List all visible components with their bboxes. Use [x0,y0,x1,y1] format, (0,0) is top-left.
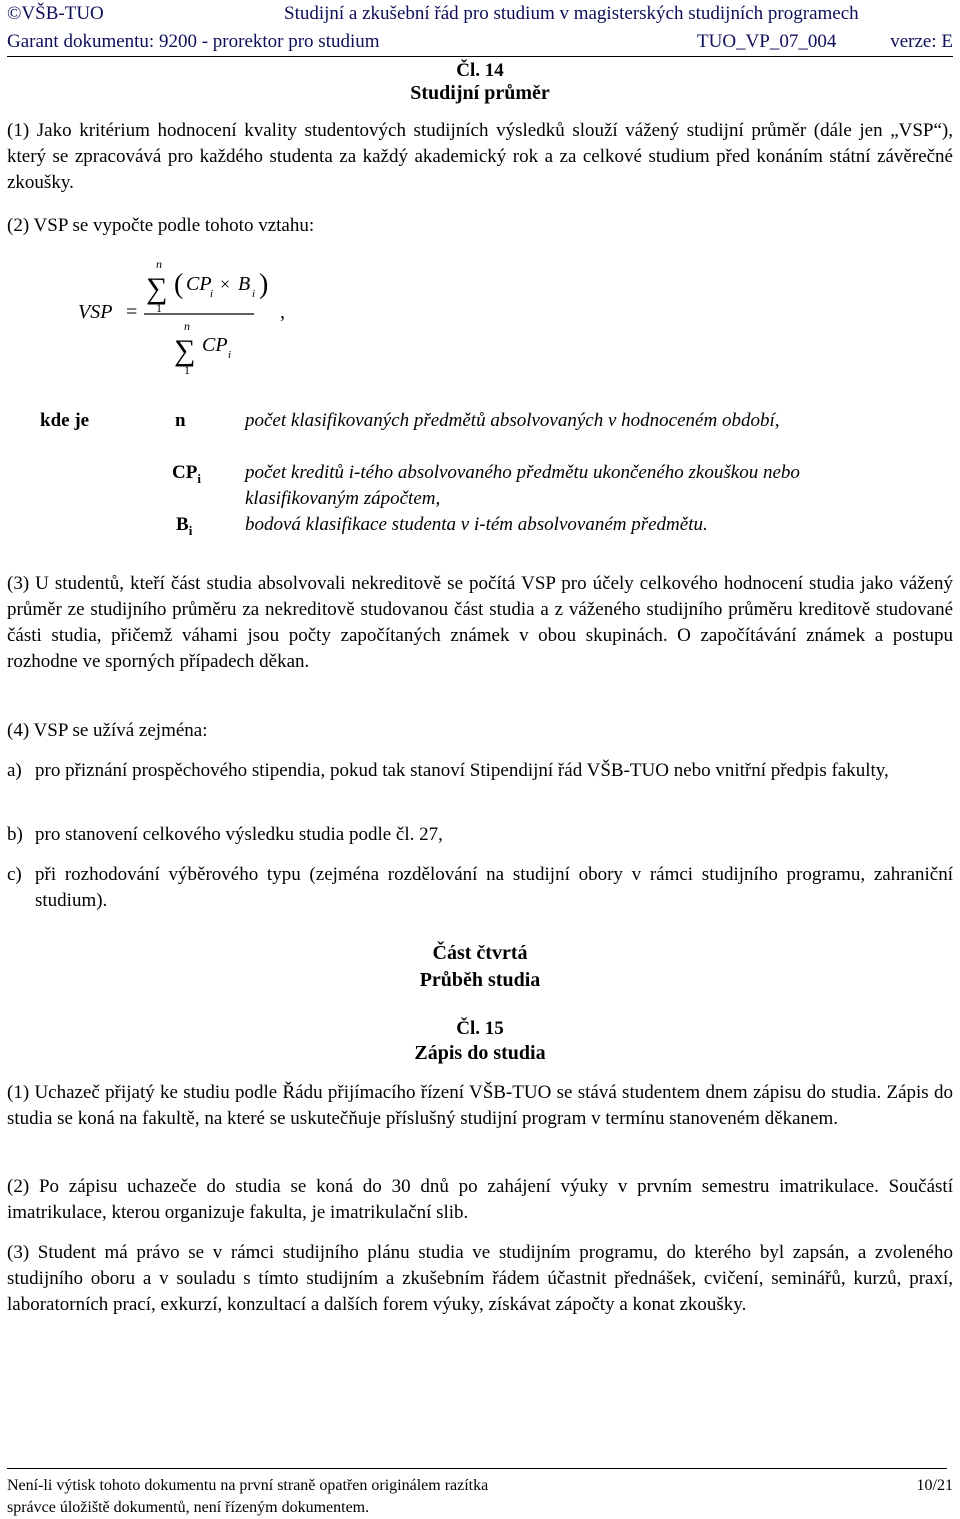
numer-b-sub: i [252,288,256,300]
def-symbol-cp: $CP_i$ [172,462,201,486]
article-15-paragraph-3: (3) Student má právo se v rámci studijního plánu studia ve studijním programu, do kterého byl zapsán, a zvoleného studijního oboru a v souladu s tímto studijním a zkušebním řádem účastnit přednášek, cvičení, seminářů, kurzů, praxí, laboratorních prací, exkurzí, konzultací a dalších forem výuky, získávat zápočty a konat zkoušky. [7,1242,953,1315]
header-guarantor: Garant dokumentu: 9200 - prorektor pro studium [7,31,380,52]
list-item-label: a) [7,760,22,781]
header-rule [7,56,953,57]
article-15-title: Zápis do studia [414,1042,546,1064]
part-4-subtitle: Průběh studia [419,969,541,991]
sum-top-lower: 1 [156,301,162,315]
article-14-paragraph-3: (3) U studentů, kteří část studia absolvovali nekreditově se počítá VSP pro účely celkového hodnocení studia jako vážený průměr ze studijního průměru za nekreditově studovanou část studia a z váženého studijního průměru kreditově studované části studia, přičemž váhami jsou počty započítaných známek v obou skupinách. O započítávání známek a postupu rozhodne ve sporných případech děkan. [7,573,953,672]
formula-equals: = [126,301,138,323]
header-org: ©VŠB-TUO [7,3,104,24]
times-symbol: × [220,274,231,294]
header-version: verze: E [890,31,953,52]
formula-comma: , [280,301,285,323]
part-4-title: Část čtvrtá [432,942,528,964]
list-item-text: při rozhodování výběrového typu (zejména rozdělování na studijní obory v rámci studijního programu, zahraniční studium). [35,864,953,911]
denom-cp: CP [202,334,228,356]
sum-bottom-lower: 1 [184,363,190,377]
numer-cp: CP [186,273,212,295]
article-14-paragraph-1: (1) Jako kritérium hodnocení kvality studentových studijních výsledků slouží vážený studijní průměr (dále jen „VSP“), který se zpracovává pro každého studenta za každý akademický rok a za celkové studium před konáním státní závěrečné zkoušky. [7,120,953,193]
list-item-b [7,822,953,848]
list-item-text: pro stanovení celkového výsledku studia podle čl. 27, [35,824,443,845]
paren-close: ) [259,269,269,300]
def-symbol-n: n [175,410,186,431]
article-15-paragraph-2: (2) Po zápisu uchazeče do studia se koná do 30 dnů po zahájení výuky v prvním semestru imatrikulace. Součástí imatrikulace, kterou organizuje fakulta, je imatrikulační slib. [7,1176,953,1223]
numer-cp-sub: i [210,288,214,300]
article-15-paragraph-1: (1) Uchazeč přijatý ke studiu podle Řádu přijímacího řízení VŠB-TUO se stává studentem dnem zápisu do studia. Zápis do studia se koná na fakultě, na které se uskutečňuje příslušný studijní program v termínu stanoveném děkanem. [7,1082,953,1129]
list-item-label: c) [7,864,22,885]
def-symbol-b: $B_i$ [176,514,193,538]
footer-page-number: 10/21 [916,1477,953,1494]
sum-bottom-upper: n [184,319,190,333]
article-14-title: Studijní průměr [410,82,550,104]
list-item-a [7,758,953,784]
footer-note-line-1: Není-li výtisk tohoto dokumentu na první straně opatřen originálem razítka [7,1477,489,1494]
article-15-number: Čl. 15 [456,1018,504,1039]
list-item-c [7,862,953,914]
def-text-n: počet klasifikovaných předmětů absolvovaných v hodnoceném období, [245,410,780,431]
numer-b: B [238,273,251,295]
def-text-cp: počet kreditů i-tého absolvovaného předmětu ukončeného zkouškou nebo klasifikovaným zápočtem, [245,462,800,509]
footer-rule [7,1468,947,1469]
article-14-paragraph-4: (4) VSP se užívá zejména: [7,720,208,741]
sum-top-upper: n [156,257,162,271]
denom-cp-sub: i [228,349,232,361]
where-label: kde je [40,410,90,431]
sum-bottom-symbol: ∑ [174,334,196,367]
list-item-text: pro přiznání prospěchového stipendia, pokud tak stanoví Stipendijní řád VŠB-TUO nebo vnitřní předpis fakulty, [35,760,889,781]
header-doc-title: Studijní a zkušební řád pro studium v magisterských studijních programech [284,3,859,24]
article-14-number: Čl. 14 [456,60,504,81]
vsp-formula [60,250,360,380]
sum-top-symbol: ∑ [146,272,168,305]
paren-open: ( [174,269,184,300]
footer-note-line-2: správce úložiště dokumentů, není řízeným dokumentem. [7,1499,370,1516]
vsp-formula-svg [60,250,360,380]
def-text-b: bodová klasifikace studenta v i-tém absolvovaném předmětu. [245,514,708,535]
formula-lhs: VSP [78,301,113,323]
list-item-label: b) [7,824,23,845]
header-doc-code: TUO_VP_07_004 [697,31,837,52]
article-14-paragraph-2: (2) VSP se vypočte podle tohoto vztahu: [7,215,315,236]
